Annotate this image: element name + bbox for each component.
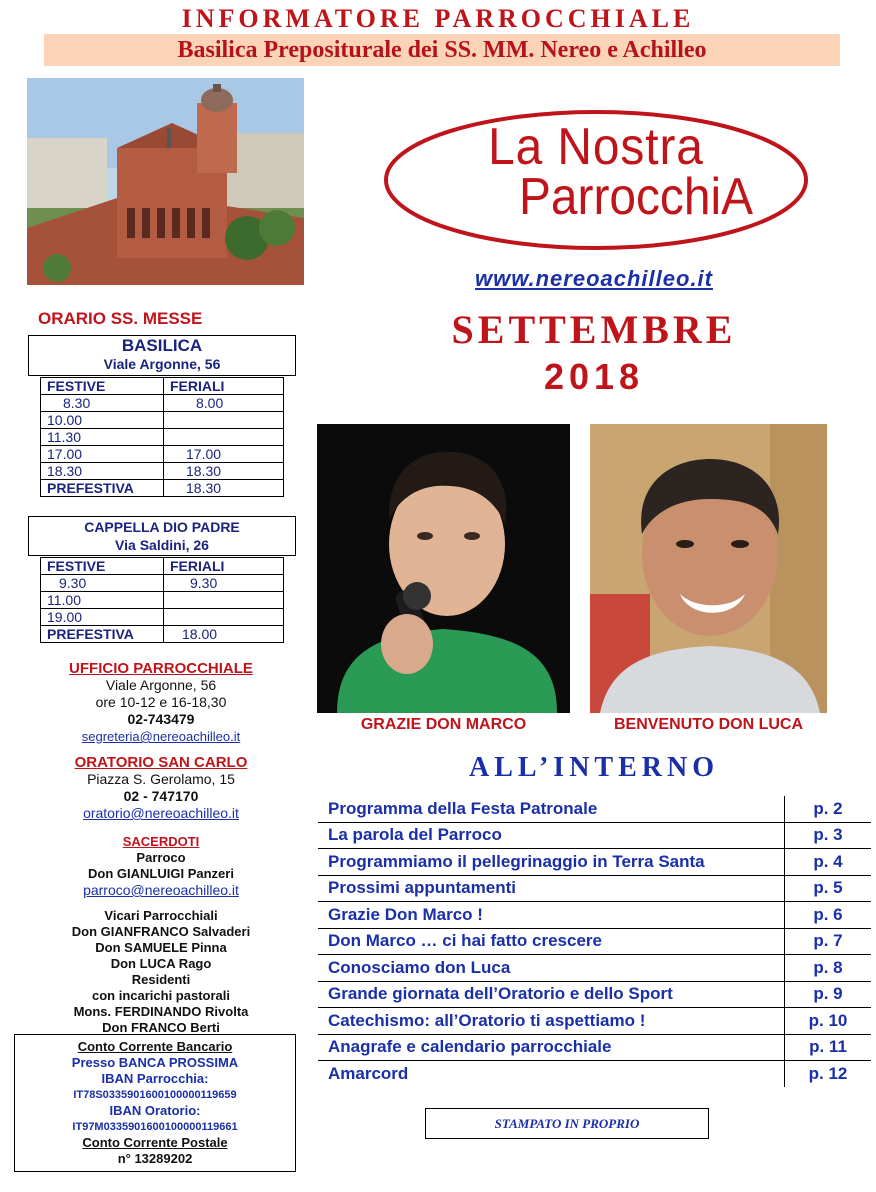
iban-parrocchia: IT78S0335901600100000119659 (73, 1089, 237, 1101)
postale-number: n° 13289202 (117, 1151, 193, 1166)
website-link[interactable]: www.nereoachilleo.it (474, 266, 713, 291)
table-cell: 18.30 (41, 463, 164, 480)
basilica-photo (27, 78, 304, 285)
table-cell: 11.00 (41, 592, 164, 609)
toc-item[interactable] (318, 1061, 871, 1087)
toc-item-title: Amarcord (328, 1063, 409, 1083)
toc-item[interactable] (318, 796, 871, 822)
toc-item-title: Conosciamo don Luca (318, 955, 785, 982)
toc-item[interactable] (318, 1008, 871, 1035)
cappella-schedule-table (40, 557, 284, 643)
parroco-email-link[interactable]: parroco@nereoachilleo.it (83, 882, 239, 898)
issue-month: SETTEMBRE (451, 307, 737, 352)
toc-title: ALL’INTERNO (468, 752, 719, 783)
table-cell: 17.00 (41, 446, 164, 463)
table-cell: 11.30 (41, 429, 164, 446)
logo-line-2: ParrocchiA (519, 168, 753, 226)
ufficio-phone: 02-743479 (127, 711, 195, 727)
toc-item[interactable] (318, 1034, 871, 1061)
toc-item-title: Grande giornata dell’Oratorio e dello Sport (318, 981, 785, 1008)
table-row (41, 592, 284, 609)
basilica-schedule-table (40, 377, 284, 497)
table-cell (164, 592, 284, 609)
toc-item-page: p. 10 (785, 1008, 872, 1035)
toc-item-page: p. 4 (785, 849, 872, 876)
vicario-name: Don LUCA Rago (110, 956, 212, 971)
vicario-name: Don GIANFRANCO Salvaderi (71, 924, 251, 939)
ufficio-email-link[interactable]: segreteria@nereoachilleo.it (81, 729, 241, 744)
prefestiva-label: PREFESTIVA (41, 480, 164, 497)
basilica-name: BASILICA (121, 336, 203, 355)
toc-item-page: p. 11 (785, 1034, 872, 1061)
toc-item-title: Anagrafe e calendario parrocchiale (318, 1034, 785, 1061)
postale-title: Conto Corrente Postale (82, 1135, 228, 1150)
toc-item-page: p. 5 (785, 875, 872, 902)
toc-item[interactable] (318, 902, 871, 929)
cappella-name: CAPPELLA DIO PADRE (84, 519, 240, 535)
feriali-header: FERIALI (164, 558, 284, 575)
table-cell (164, 429, 284, 446)
residente-name: Don FRANCO Berti (102, 1020, 220, 1035)
banca-title: Conto Corrente Bancario (77, 1039, 233, 1054)
oratorio-section (28, 754, 294, 822)
residente-name: Mons. FERDINANDO Rivolta (73, 1004, 249, 1019)
basilica-subtitle: Basilica Prepositurale dei SS. MM. Nereo e Achilleo (44, 34, 840, 66)
sacerdoti-section (28, 834, 294, 1036)
toc-item-page: p. 7 (785, 928, 872, 955)
iban-parrocchia-label: IBAN Parrocchia: (101, 1071, 209, 1086)
table-cell: 9.30 (41, 575, 164, 592)
table-cell: 8.30 (41, 395, 164, 412)
festive-header: FESTIVE (41, 378, 164, 395)
oratorio-title: ORATORIO SAN CARLO (74, 754, 248, 771)
toc-item[interactable] (318, 928, 871, 955)
basilica-box (28, 335, 296, 376)
stampato-label: STAMPATO IN PROPRIO (425, 1108, 709, 1139)
banca-name: Presso BANCA PROSSIMA (71, 1055, 239, 1070)
toc-item-page: p. 2 (785, 796, 872, 822)
don-luca-photo (590, 424, 827, 713)
ufficio-address: Viale Argonne, 56 (105, 677, 217, 693)
la-nostra-parrocchia-logo (382, 108, 810, 252)
toc-item-page: p. 6 (785, 902, 872, 929)
sacerdoti-title: SACERDOTI (122, 834, 200, 849)
oratorio-email-link[interactable]: oratorio@nereoachilleo.it (83, 805, 239, 821)
table-row (41, 575, 284, 592)
toc-item-title: Grazie Don Marco ! (318, 902, 785, 929)
table-row (41, 480, 284, 497)
vicario-name: Don SAMUELE Pinna (95, 940, 227, 955)
orario-title: ORARIO SS. MESSE (38, 309, 203, 328)
don-marco-photo (317, 424, 570, 713)
issue-year: 2018 (543, 356, 645, 397)
oratorio-phone: 02 - 747170 (123, 788, 199, 804)
table-row (41, 395, 284, 412)
prefestiva-label: PREFESTIVA (41, 626, 164, 643)
logo-line-1: La Nostra (488, 118, 704, 176)
toc-item-title: La parola del Parroco (318, 822, 785, 849)
table-cell (164, 412, 284, 429)
toc-item[interactable] (318, 822, 871, 849)
table-row (41, 463, 284, 480)
toc-item-page: p. 3 (785, 822, 872, 849)
ufficio-title: UFFICIO PARROCCHIALE (69, 660, 253, 677)
toc-item-page: p. 9 (785, 981, 872, 1008)
toc-item[interactable] (318, 955, 871, 982)
toc-item-title: Don Marco … ci hai fatto crescere (318, 928, 785, 955)
table-row (41, 626, 284, 643)
iban-oratorio-label: IBAN Oratorio: (109, 1103, 201, 1118)
parroco-label: Parroco (136, 850, 186, 865)
table-row (41, 429, 284, 446)
table-row (41, 609, 284, 626)
toc-item[interactable] (318, 981, 871, 1008)
toc-item[interactable] (318, 849, 871, 876)
don-marco-caption: GRAZIE DON MARCO (360, 716, 527, 733)
toc-item-page: p. 8 (785, 955, 872, 982)
toc-table (318, 796, 871, 1087)
prefestiva-time: 18.30 (164, 480, 284, 497)
toc-item-title: Programma della Festa Patronale (318, 796, 785, 822)
don-luca-caption: BENVENUTO DON LUCA (613, 716, 804, 733)
table-cell: 9.30 (164, 575, 284, 592)
feriali-header: FERIALI (164, 378, 284, 395)
residenti-label: Residenti (131, 972, 191, 987)
festive-header: FESTIVE (41, 558, 164, 575)
table-cell (164, 609, 284, 626)
toc-item-page: p. 12 (785, 1061, 872, 1087)
basilica-address: Viale Argonne, 56 (103, 356, 221, 372)
vicari-label: Vicari Parrocchiali (104, 908, 218, 923)
toc-item-title: Catechismo: all’Oratorio ti aspettiamo ! (318, 1008, 785, 1035)
iban-oratorio: IT97M0335901600100000119661 (72, 1121, 238, 1133)
banca-box (14, 1034, 296, 1172)
table-cell: 10.00 (41, 412, 164, 429)
residenti-sub: con incarichi pastorali (92, 988, 230, 1003)
table-cell: 19.00 (41, 609, 164, 626)
cappella-box (28, 516, 296, 556)
ufficio-hours: ore 10-12 e 16-18,30 (95, 694, 227, 710)
toc-item[interactable] (318, 875, 871, 902)
ufficio-section (28, 660, 294, 745)
parroco-name: Don GIANLUIGI Panzeri (88, 866, 234, 881)
toc-item-title: Prossimi appuntamenti (318, 875, 785, 902)
cappella-address: Via Saldini, 26 (115, 537, 209, 553)
table-row (41, 412, 284, 429)
prefestiva-time: 18.00 (164, 626, 284, 643)
newsletter-title: INFORMATORE PARROCCHIALE (181, 4, 695, 33)
table-row (41, 446, 284, 463)
table-cell: 17.00 (164, 446, 284, 463)
oratorio-address: Piazza S. Gerolamo, 15 (87, 771, 235, 787)
table-cell: 18.30 (164, 463, 284, 480)
toc-item-title: Programmiamo il pellegrinaggio in Terra Santa (318, 849, 785, 876)
table-cell: 8.00 (164, 395, 284, 412)
